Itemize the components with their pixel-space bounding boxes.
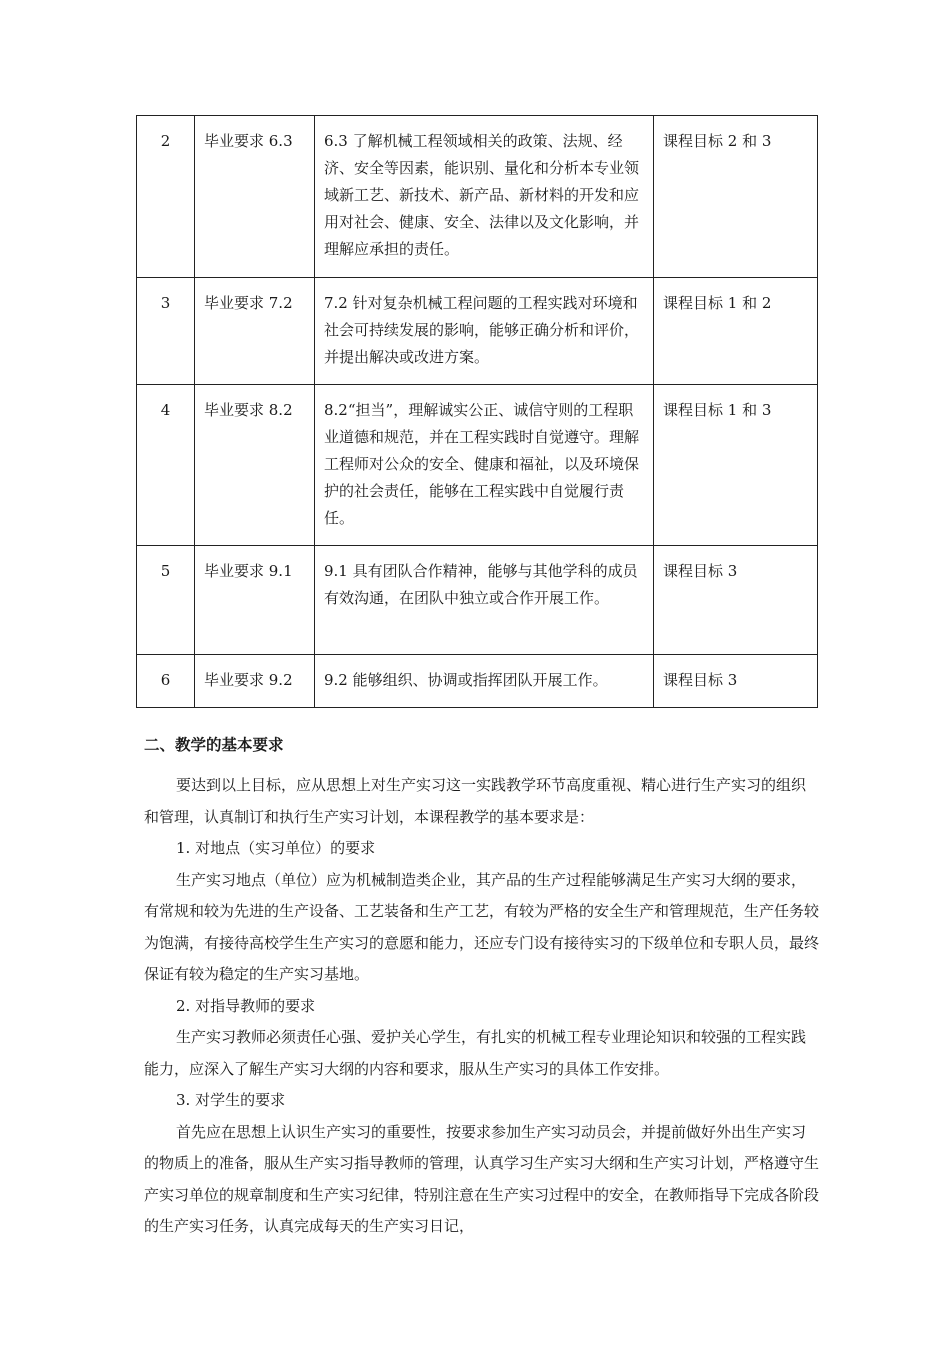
indicator-text: 6.3 了解机械工程领域相关的政策、法规、经济、安全等因素，能识别、量化和分析本专业领域新工艺、新技术、新产品、新材料的开发和应用对社会、健康、安全、法律以及文化影响，并理解应承担的责任。 [315,116,654,278]
section-body [144,770,820,1243]
table-row [137,655,818,708]
graduation-requirement: 毕业要求 7.2 [195,278,315,385]
indicator-text: 7.2 针对复杂机械工程问题的工程实践对环境和社会可持续发展的影响，能够正确分析和评价，并提出解决或改进方案。 [315,278,654,385]
row-number: 3 [137,278,195,385]
item-title-teacher: 2. 对指导教师的要求 [176,996,316,1015]
graduation-requirement: 毕业要求 9.1 [195,546,315,655]
location-paragraph: 生产实习地点（单位）应为机械制造类企业，其产品的生产过程能够满足生产实习大纲的要求，有常规和较为先进的生产设备、工艺装备和生产工艺，有较为严格的安全生产和管理规范，生产任务较为饱满，有接待高校学生生产实习的意愿和能力，还应专门设有接待实习的下级单位和专职人员，最终保证有较为稳定的生产实习基地。 [144,870,820,983]
row-number: 6 [137,655,195,708]
course-target: 课程目标 1 和 2 [654,278,818,385]
graduation-requirement: 毕业要求 8.2 [195,385,315,546]
item-title-location: 1. 对地点（实习单位）的要求 [176,839,376,857]
indicator-text: 9.1 具有团队合作精神，能够与其他学科的成员有效沟通，在团队中独立或合作开展工作。 [315,546,654,655]
table-row [137,385,818,546]
row-number: 2 [137,116,195,278]
indicator-text: 9.2 能够组织、协调或指挥团队开展工作。 [315,655,654,708]
row-number: 5 [137,546,195,655]
course-target: 课程目标 2 和 3 [654,116,818,278]
course-target: 课程目标 1 和 3 [654,385,818,546]
intro-paragraph: 要达到以上目标，应从思想上对生产实习这一实践教学环节高度重视、精心进行生产实习的组织和管理，认真制订和执行生产实习计划，本课程教学的基本要求是： [144,776,807,826]
table-row [137,546,818,655]
indicator-text: 8.2“担当”，理解诚实公正、诚信守则的工程职业道德和规范，并在工程实践时自觉遵守。理解工程师对公众的安全、健康和福祉，以及环境保护的社会责任，能够在工程实践中自觉履行责任。 [315,385,654,546]
student-paragraph: 首先应在思想上认识生产实习的重要性，按要求参加生产实习动员会，并提前做好外出生产实习的物质上的准备，服从生产实习指导教师的管理，认真学习生产实习大纲和生产实习计划，严格遵守生产实习单位的规章制度和生产实习纪律，特别注意在生产实习过程中的安全，在教师指导下完成各阶段的生产实习任务，认真完成每天的生产实习日记， [144,1122,820,1235]
teacher-paragraph: 生产实习教师必须责任心强、爱护关心学生，有扎实的机械工程专业理论知识和较强的工程实践能力，应深入了解生产实习大纲的内容和要求，服从生产实习的具体工作安排。 [144,1028,807,1078]
table-row [137,116,818,278]
course-target: 课程目标 3 [654,655,818,708]
course-target: 课程目标 3 [654,546,818,655]
graduation-requirement: 毕业要求 6.3 [195,116,315,278]
table-row [137,278,818,385]
section-heading: 二、教学的基本要求 [144,735,284,754]
item-title-student: 3. 对学生的要求 [176,1091,286,1109]
requirements-table [136,115,818,708]
row-number: 4 [137,385,195,546]
graduation-requirement: 毕业要求 9.2 [195,655,315,708]
